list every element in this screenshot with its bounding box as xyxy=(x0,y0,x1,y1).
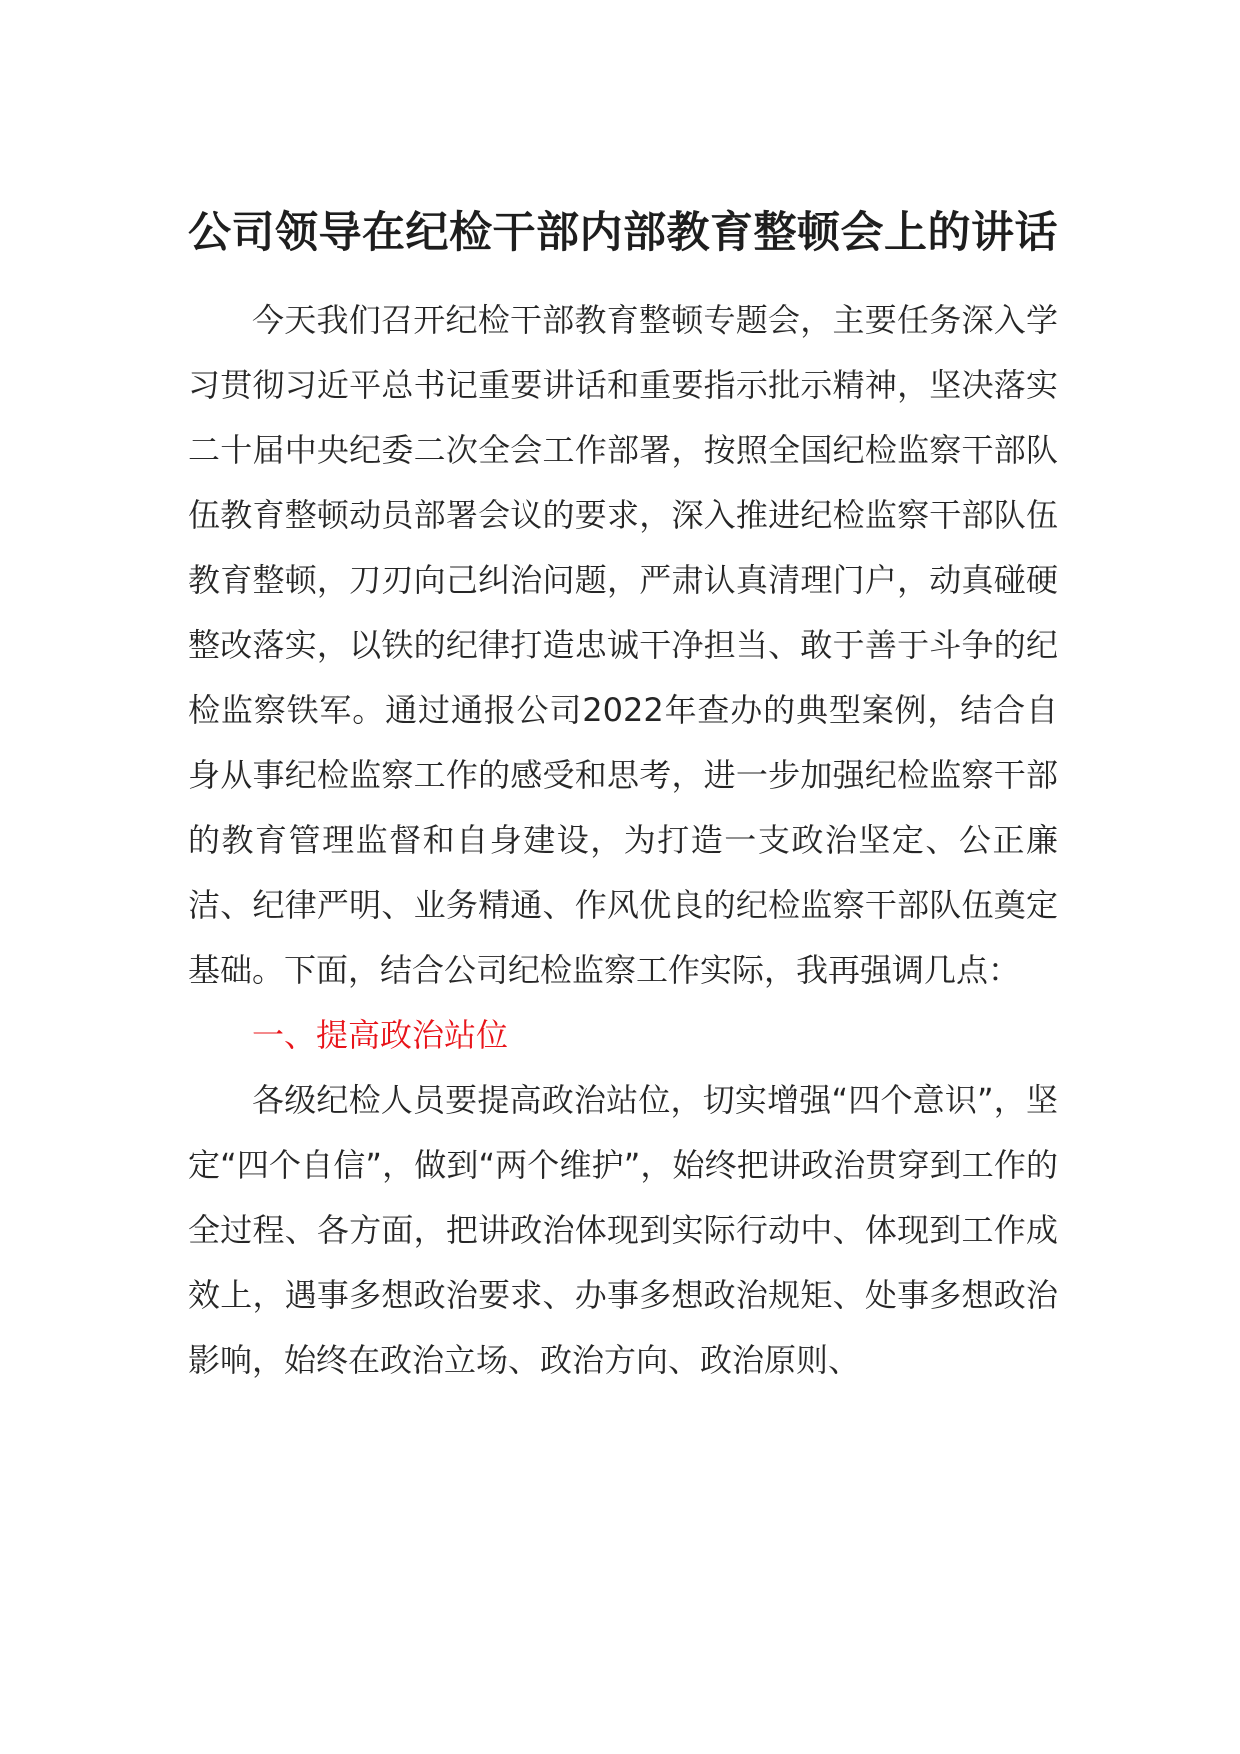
intro-paragraph: 今天我们召开纪检干部教育整顿专题会，主要任务深入学习贯彻习近平总书记重要讲话和重要指示批示精神，坚决落实二十届中央纪委二次全会工作部署，按照全国纪检监察干部队伍教育整顿动员部署会议的要求，深入推进纪检监察干部队伍教育整顿，刀刃向己纠治问题，严肃认真清理门户，动真碰硬整改落实，以铁的纪律打造忠诚干净担当、敢于善于斗争的纪检监察铁军。通过通报公司2022年查办的典型案例，结合自身从事纪检监察工作的感受和思考，进一步加强纪检监察干部的教育管理监督和自身建设，为打造一支政治坚定、公正廉洁、纪律严明、业务精通、作风优良的纪检监察干部队伍奠定基础。下面，结合公司纪检监察工作实际，我再强调几点： xyxy=(188,301,1058,989)
section-heading: 一、提高政治站位 xyxy=(252,1016,509,1054)
section-paragraph: 各级纪检人员要提高政治站位，切实增强“四个意识”，坚定“四个自信”，做到“两个维护”，始终把讲政治贯穿到工作的全过程、各方面，把讲政治体现到实际行动中、体现到工作成效上，遇事多想政治要求、办事多想政治规矩、处事多想政治影响，始终在政治立场、政治方向、政治原则、 xyxy=(188,1081,1058,1379)
document-page xyxy=(188,200,1058,1393)
document-title: 公司领导在纪检干部内部教育整顿会上的讲话 xyxy=(188,208,1058,258)
